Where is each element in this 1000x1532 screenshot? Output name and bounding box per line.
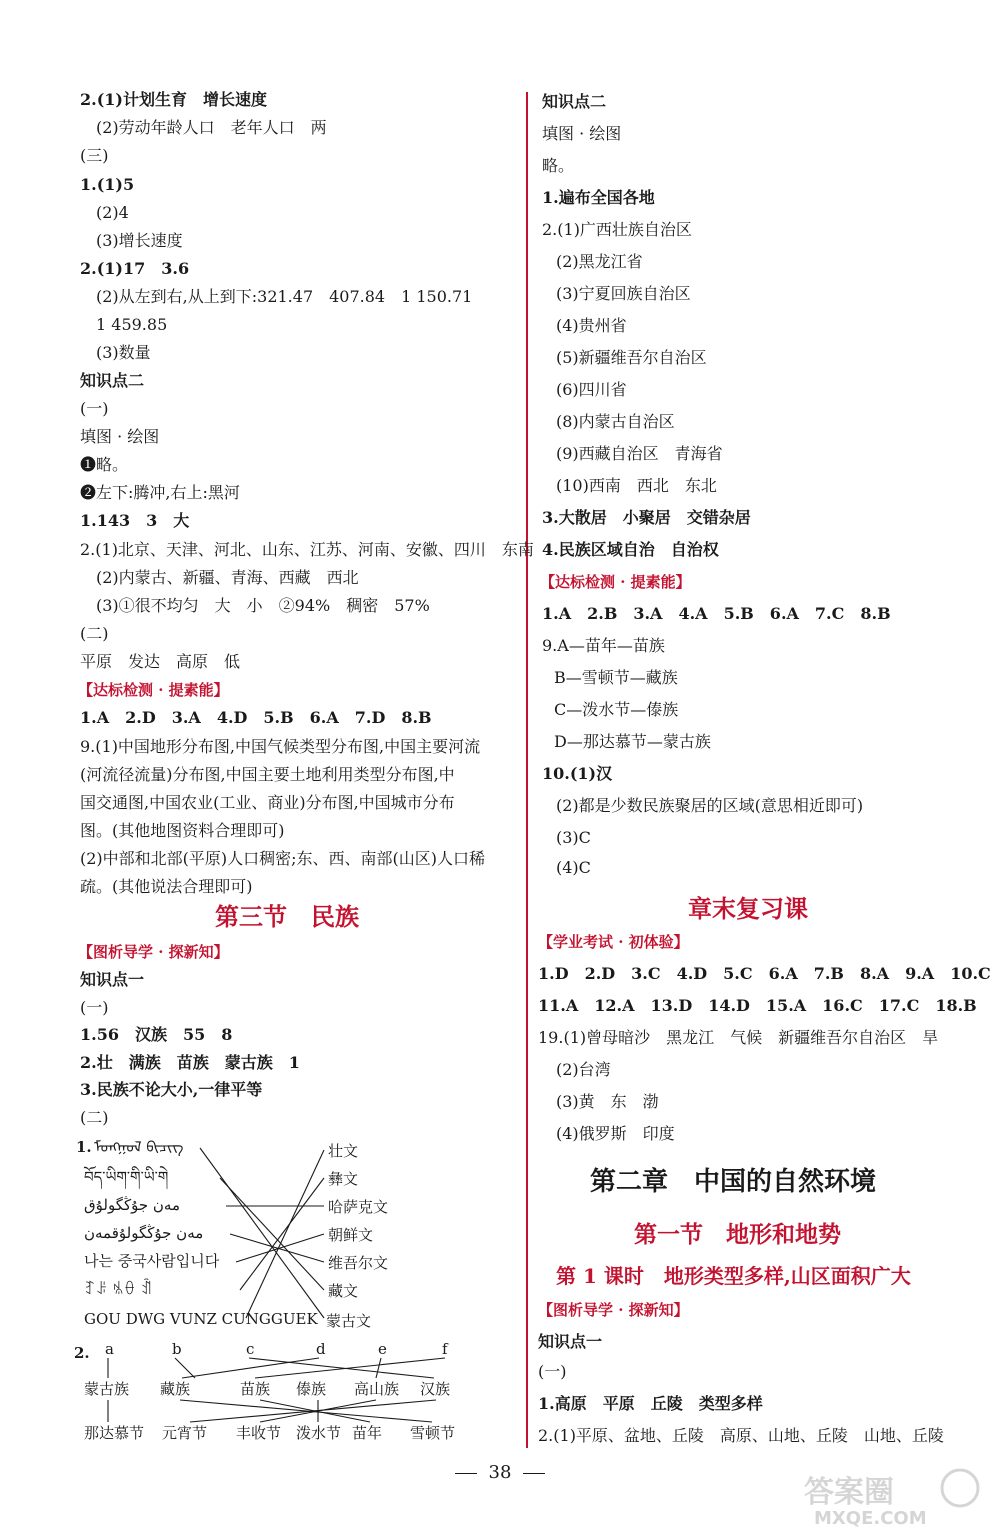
matching-lines	[200, 1148, 324, 1318]
answer-line: (4)贵州省	[556, 316, 627, 335]
answer-line: D—那达慕节—蒙古族	[554, 732, 711, 751]
answer-line: (3)①很不均匀 大 小 ②94% 稠密 57%	[96, 596, 430, 615]
festival-label: 苗年	[352, 1424, 383, 1442]
script-sample: مەن جۇڭگولۇق	[84, 1196, 181, 1214]
watermark-logo	[800, 1466, 990, 1528]
answer-line: (河流径流量)分布图,中国主要土地利用类型分布图,中	[80, 765, 455, 784]
answer-line: 11.A 12.A 13.D 14.D 15.A 16.C 17.C 18.B	[538, 996, 977, 1015]
festival-label: 泼水节	[296, 1424, 342, 1442]
answer-line: (4)C	[556, 858, 591, 877]
answer-line: 1.56 汉族 55 8	[80, 1025, 233, 1044]
answer-line: (2)中部和北部(平原)人口稠密;东、西、南部(山区)人口稀	[80, 849, 486, 868]
answer-line: (2)台湾	[556, 1060, 611, 1079]
language-label: 哈萨克文	[328, 1198, 389, 1216]
answer-line: 图。(其他地图资料合理即可)	[80, 821, 285, 840]
people-label: 汉族	[420, 1380, 451, 1398]
answer-line: (2)4	[96, 203, 129, 222]
answer-line: (2)都是少数民族聚居的区域(意思相近即可)	[556, 796, 864, 815]
answer-line: (10)西南 西北 东北	[556, 476, 717, 495]
answer-line: 2.(1)平原、盆地、丘陵 高原、山地、丘陵 山地、丘陵	[538, 1426, 944, 1445]
knowledge-heading: 知识点二	[542, 92, 607, 111]
answer-line: (4)俄罗斯 印度	[556, 1124, 675, 1143]
answer-line: (3)C	[556, 828, 591, 847]
answer-line: (3)增长速度	[96, 231, 183, 250]
letter-label: d	[316, 1340, 326, 1358]
chapter-title: 第二章 中国的自然环境	[590, 1167, 877, 1197]
answer-line: 1.(1)5	[80, 175, 135, 194]
question-number: 2.	[74, 1344, 90, 1362]
letter-label: c	[246, 1340, 255, 1358]
answer-line: (2)黑龙江省	[556, 252, 643, 271]
answer-line: 9.(1)中国地形分布图,中国气候类型分布图,中国主要河流	[80, 737, 481, 756]
footer-dash	[455, 1473, 477, 1474]
knowledge-heading: 知识点一	[538, 1332, 603, 1351]
answer-line: ❶略。	[80, 455, 129, 474]
script-sample: مەن جۇڭگولۇقمەن	[84, 1224, 204, 1242]
section-tag: 【图析导学 · 探新知】	[78, 943, 229, 961]
language-label: 壮文	[328, 1142, 359, 1160]
lesson-title: 第 1 课时 地形类型多样,山区面积广大	[556, 1264, 911, 1288]
answer-line: 略。	[542, 156, 575, 175]
watermark-circle	[942, 1470, 978, 1506]
answer-line: 2.(1)广西壮族自治区	[542, 220, 692, 239]
answer-line: 1 459.85	[96, 315, 168, 334]
answer-line: (一)	[538, 1362, 567, 1381]
answer-line: C—泼水节—傣族	[554, 700, 679, 719]
answer-line: 2.壮 满族 苗族 蒙古族 1	[80, 1053, 300, 1072]
script-sample: 나는 중국사람입니다	[84, 1252, 220, 1270]
people-label: 高山族	[354, 1380, 400, 1398]
section-title: 第三节 民族	[215, 902, 359, 931]
knowledge-heading: 知识点一	[80, 970, 145, 989]
script-sample: ᠮᠣᠩᠭᠣᠯ ᠪᠢᠴᠢᠭ	[94, 1138, 184, 1156]
festival-matching-diagram	[70, 1338, 470, 1448]
section-tag: 【达标检测 · 提素能】	[78, 681, 229, 699]
answer-line: 2.(1)17 3.6	[80, 259, 190, 278]
answer-line: 1.A 2.B 3.A 4.A 5.B 6.A 7.C 8.B	[542, 604, 891, 623]
answer-line: (3)宁夏回族自治区	[556, 284, 691, 303]
answer-line: B—雪顿节—藏族	[554, 668, 678, 687]
answer-line: 国交通图,中国农业(工业、商业)分布图,中国城市分布	[80, 793, 455, 812]
answer-line: 1.遍布全国各地	[542, 188, 655, 207]
answer-line: 1.D 2.D 3.C 4.D 5.C 6.A 7.B 8.A 9.A 10.C	[538, 964, 991, 983]
answer-line: 填图 · 绘图	[80, 427, 160, 446]
answer-line: 9.A—苗年—苗族	[542, 636, 665, 655]
page-number: 38	[488, 1462, 512, 1483]
letter-label: e	[378, 1340, 387, 1358]
people-label: 苗族	[240, 1380, 271, 1398]
answer-line: 填图 · 绘图	[542, 124, 622, 143]
question-number: 1.	[76, 1138, 92, 1156]
letter-label: b	[172, 1340, 182, 1358]
answer-line: 1.A 2.D 3.A 4.D 5.B 6.A 7.D 8.B	[80, 708, 432, 727]
festival-label: 那达慕节	[84, 1424, 145, 1442]
language-label: 蒙古文	[326, 1312, 372, 1330]
answer-line: (三)	[80, 146, 109, 165]
language-label: 彝文	[328, 1170, 359, 1188]
answer-line: 19.(1)曾母暗沙 黑龙江 气候 新疆维吾尔自治区 旱	[538, 1028, 939, 1047]
answer-line: 10.(1)汉	[542, 764, 613, 783]
script-sample: བོད་ཡིག་གི་ཡི་གེ	[84, 1168, 169, 1186]
festival-label: 丰收节	[236, 1424, 282, 1442]
answer-line: 2.(1)北京、天津、河北、山东、江苏、河南、安徽、四川 东南	[80, 540, 534, 559]
section-tag: 【达标检测 · 提素能】	[540, 573, 691, 591]
answer-line: 3.大散居 小聚居 交错杂居	[542, 508, 751, 527]
language-label: 朝鲜文	[328, 1226, 374, 1244]
answer-line: (6)四川省	[556, 380, 627, 399]
footer-dash	[523, 1473, 545, 1474]
script-matching-diagram	[70, 1130, 410, 1335]
answer-line: ❷左下:腾冲,右上:黑河	[80, 483, 240, 502]
letter-label: a	[105, 1340, 114, 1358]
column-divider	[526, 92, 528, 1448]
answer-line: (8)内蒙古自治区	[556, 412, 675, 431]
answer-line: (9)西藏自治区 青海省	[556, 444, 723, 463]
festival-label: 雪顿节	[410, 1424, 456, 1442]
answer-line: 4.民族区域自治 自治权	[542, 540, 719, 559]
festival-label: 元宵节	[162, 1424, 208, 1442]
answer-line: 疏。(其他说法合理即可)	[80, 877, 253, 896]
language-label: 维吾尔文	[328, 1254, 389, 1272]
answer-line: (3)黄 东 渤	[556, 1092, 659, 1111]
answer-line: (一)	[80, 998, 109, 1017]
answer-line: (二)	[80, 1108, 109, 1127]
answer-line: 2.(1)计划生育 增长速度	[80, 90, 267, 109]
answer-line: 3.民族不论大小,一律平等	[80, 1080, 263, 1099]
answer-line: 1.高原 平原 丘陵 类型多样	[538, 1394, 763, 1413]
answer-line: (2)内蒙古、新疆、青海、西藏 西北	[96, 568, 359, 587]
letter-label: f	[442, 1340, 448, 1358]
watermark-text: 答案圈	[804, 1475, 894, 1510]
section-tag: 【学业考试 · 初体验】	[538, 933, 689, 951]
answer-line: 平原 发达 高原 低	[80, 652, 241, 671]
people-label: 傣族	[296, 1380, 327, 1398]
answer-line: (一)	[80, 399, 109, 418]
people-label: 藏族	[160, 1380, 191, 1398]
answer-line: (5)新疆维吾尔自治区	[556, 348, 707, 367]
section-tag: 【图析导学 · 探新知】	[538, 1301, 689, 1319]
section-title: 第一节 地形和地势	[634, 1221, 841, 1248]
review-title: 章末复习课	[688, 894, 808, 923]
answer-line: (2)劳动年龄人口 老年人口 两	[96, 118, 327, 137]
answer-line: (2)从左到右,从上到下:321.47 407.84 1 150.71	[96, 287, 473, 306]
script-sample: ꆈꌠ ꁱꂷ ꀉ	[84, 1280, 153, 1298]
people-label: 蒙古族	[84, 1380, 130, 1398]
knowledge-heading: 知识点二	[80, 371, 145, 390]
answer-line: 1.143 3 大	[80, 511, 190, 530]
language-label: 藏文	[328, 1282, 359, 1300]
watermark-url: MXQE.COM	[814, 1508, 927, 1528]
script-sample: GOU DWG VUNZ CUNGGUEK	[84, 1310, 318, 1328]
answer-line: (二)	[80, 624, 109, 643]
answer-line: (3)数量	[96, 343, 151, 362]
